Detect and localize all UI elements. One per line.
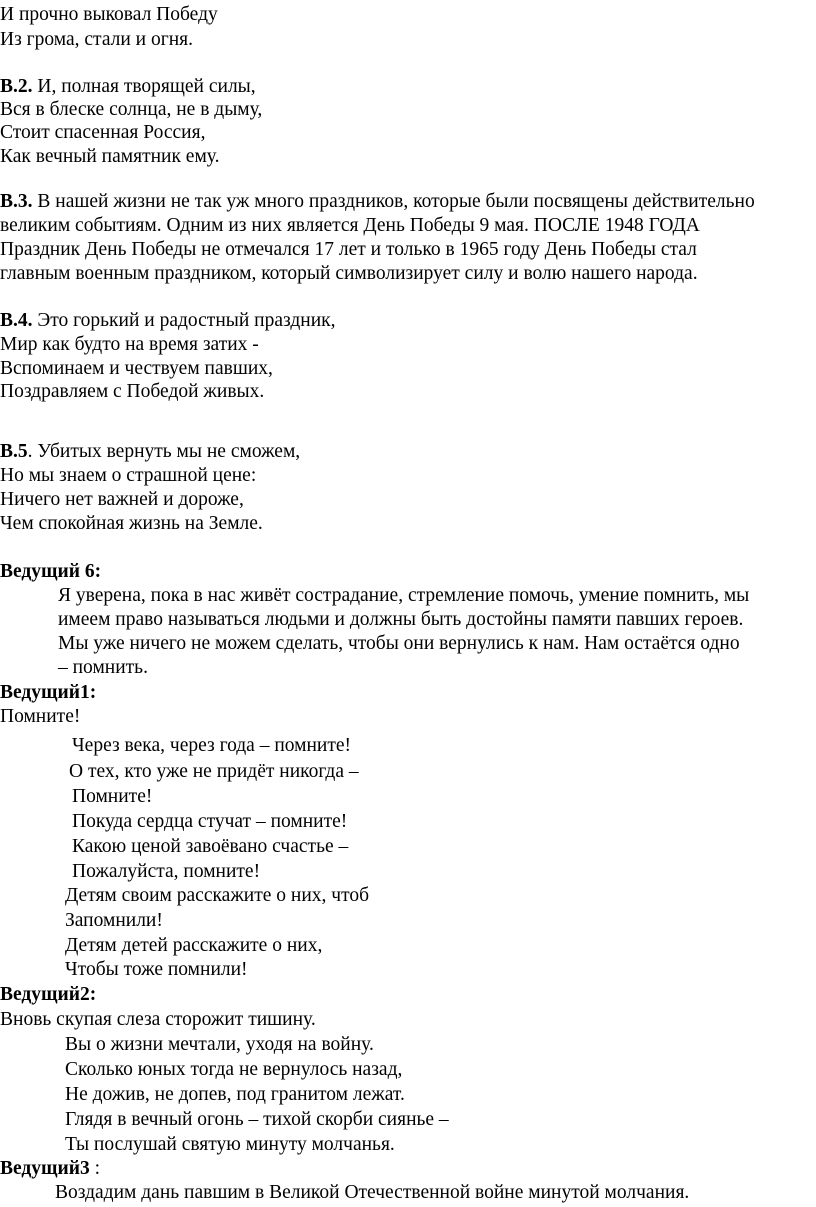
line-text: Мир как будто на время затих - xyxy=(0,334,259,355)
text-line xyxy=(65,909,163,933)
speaker-label: В.4. xyxy=(0,310,33,331)
line-text: Глядя в вечный огонь – тихой скорби сиянье – xyxy=(65,1109,449,1130)
text-line xyxy=(0,488,244,512)
text-line xyxy=(0,238,697,262)
text-line xyxy=(72,810,347,834)
speaker-label: Ведущий2: xyxy=(0,984,97,1005)
line-text: Праздник День Победы не отмечался 17 лет и только в 1965 году День Победы стал xyxy=(0,239,697,260)
line-text: В нашей жизни не так уж много праздников, которые были посвящены действительно xyxy=(32,191,755,212)
line-text: Чем спокойная жизнь на Земле. xyxy=(0,513,263,534)
line-text: Через века, через года – помните! xyxy=(72,735,352,756)
line-text: Сколько юных тогда не вернулось назад, xyxy=(65,1059,403,1080)
text-line xyxy=(0,380,264,404)
line-text: Но мы знаем о страшной цене: xyxy=(0,465,257,486)
line-text: И, полная творящей силы, xyxy=(32,76,256,97)
text-line xyxy=(0,983,96,1007)
line-text: Пожалуйста, помните! xyxy=(72,861,261,882)
text-line xyxy=(0,3,218,27)
text-line xyxy=(0,309,336,333)
line-text: Ничего нет важней и дороже, xyxy=(0,489,244,510)
speaker-label: Ведущий 6: xyxy=(0,561,102,582)
speaker-label: В.5 xyxy=(0,441,28,462)
text-line xyxy=(65,1133,395,1157)
line-text: Воздадим дань павшим в Великой Отечественной войне минутой молчания. xyxy=(55,1182,690,1203)
text-line xyxy=(55,1181,689,1205)
line-text: Вся в блеске солнца, не в дыму, xyxy=(0,99,263,120)
line-text: Чтобы тоже помнили! xyxy=(65,959,248,980)
text-line xyxy=(0,464,256,488)
line-text: великим событиям. Одним из них является День Победы 9 мая. ПОСЛЕ 1948 ГОДА xyxy=(0,215,700,236)
text-line xyxy=(72,734,351,758)
text-line xyxy=(0,1008,316,1032)
line-text: . Убитых вернуть мы не сможем, xyxy=(27,441,301,462)
text-line xyxy=(0,705,80,729)
text-line xyxy=(72,860,260,884)
text-line xyxy=(65,884,369,908)
text-line xyxy=(0,1157,100,1181)
text-line xyxy=(0,357,273,381)
text-line xyxy=(0,75,256,99)
line-text: Запомнили! xyxy=(65,910,163,931)
line-text: – помнить. xyxy=(58,657,148,678)
line-text: Детям своим расскажите о них, чтоб xyxy=(65,885,370,906)
line-text: Вновь скупая слеза сторожит тишину. xyxy=(0,1009,316,1030)
text-line xyxy=(72,785,152,809)
line-text: Помните! xyxy=(0,706,81,727)
line-text: Ты послушай святую минуту молчанья. xyxy=(65,1134,395,1155)
text-line xyxy=(65,958,248,982)
line-text: Стоит спасенная Россия, xyxy=(0,122,206,143)
text-line xyxy=(0,214,700,238)
line-text: главным военным праздником, который символизирует силу и волю нашего народа. xyxy=(0,263,698,284)
line-text: Вы о жизни мечтали, уходя на войну. xyxy=(65,1034,374,1055)
line-text: О тех, кто уже не придёт никогда – xyxy=(69,761,359,782)
line-text: Детям детей расскажите о них, xyxy=(65,935,323,956)
text-line xyxy=(0,681,96,705)
text-line xyxy=(0,145,219,169)
text-line xyxy=(0,121,205,145)
speaker-label: Ведущий3 xyxy=(0,1158,90,1179)
text-line xyxy=(0,440,300,464)
text-line xyxy=(0,512,263,536)
line-text: : xyxy=(89,1158,100,1179)
text-line xyxy=(0,190,755,214)
line-text: имеем право называться людьми и должны быть достойны памяти павших героев. xyxy=(58,609,744,630)
text-line xyxy=(65,1083,405,1107)
text-line xyxy=(0,28,193,52)
line-text: И прочно выковал Победу xyxy=(0,4,218,25)
text-line xyxy=(65,934,322,958)
line-text: Какою ценой завоёвано счастье – xyxy=(72,836,349,857)
text-line xyxy=(0,333,259,357)
text-line xyxy=(69,760,359,784)
text-line xyxy=(0,98,262,122)
text-line xyxy=(72,835,348,859)
text-line xyxy=(65,1108,449,1132)
line-text: Из грома, стали и огня. xyxy=(0,29,194,50)
text-line xyxy=(65,1058,402,1082)
text-line xyxy=(58,632,740,656)
line-text: Поздравляем с Победой живых. xyxy=(0,381,265,402)
text-line xyxy=(65,1033,374,1057)
line-text: Как вечный памятник ему. xyxy=(0,146,220,167)
text-line xyxy=(58,608,743,632)
text-line xyxy=(0,560,101,584)
line-text: Покуда сердца стучат – помните! xyxy=(72,811,348,832)
line-text: Вспоминаем и чествуем павших, xyxy=(0,358,273,379)
line-text: Не дожив, не допев, под гранитом лежат. xyxy=(65,1084,405,1105)
text-line xyxy=(0,262,698,286)
text-line xyxy=(58,584,749,608)
line-text: Помните! xyxy=(72,786,153,807)
speaker-label: В.2. xyxy=(0,76,33,97)
speaker-label: Ведущий1: xyxy=(0,682,97,703)
line-text: Я уверена, пока в нас живёт сострадание, стремление помочь, умение помнить, мы xyxy=(58,585,750,606)
line-text: Мы уже ничего не можем сделать, чтобы они вернулись к нам. Нам остаётся одно xyxy=(58,633,740,654)
speaker-label: В.3. xyxy=(0,191,33,212)
line-text: Это горький и радостный праздник, xyxy=(32,310,336,331)
text-line xyxy=(58,656,148,680)
